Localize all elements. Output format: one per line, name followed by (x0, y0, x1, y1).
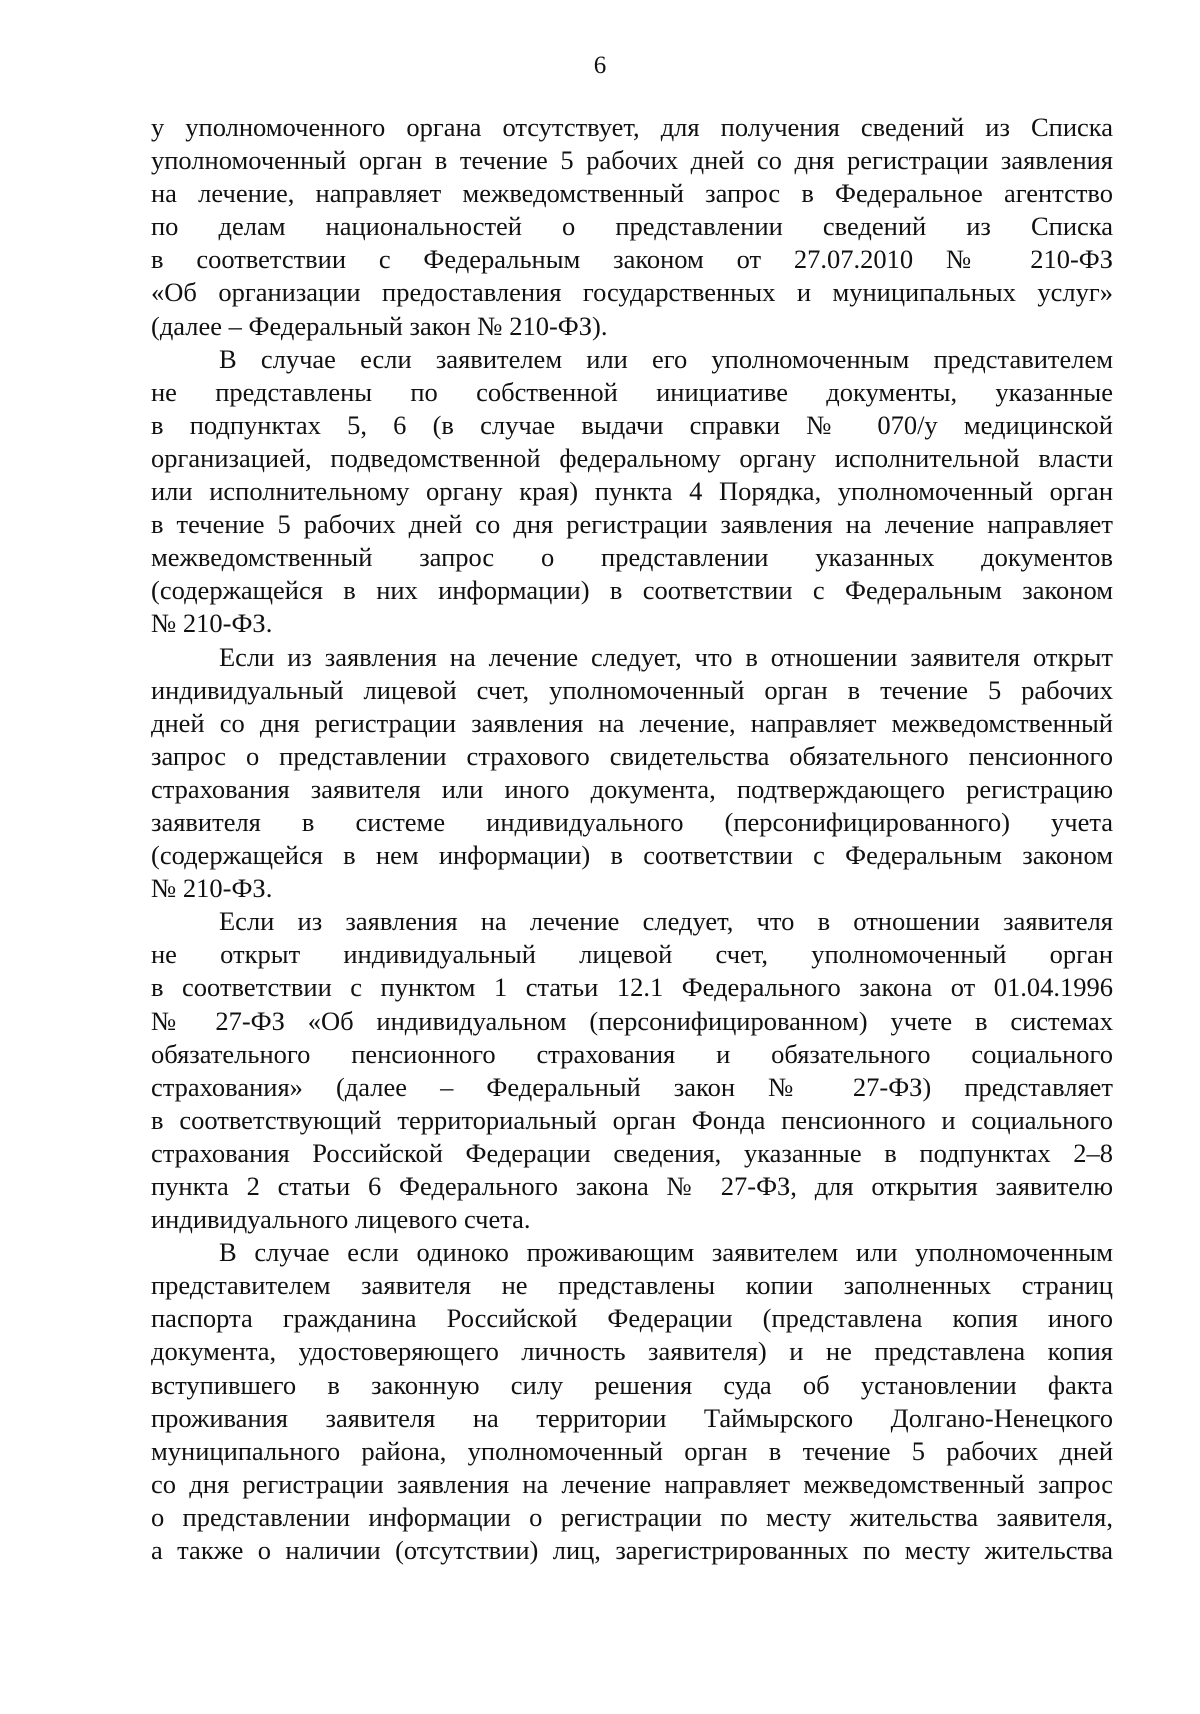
text-line: № 27-ФЗ «Об индивидуальном (персонифицированном) учете в системах (151, 1005, 1113, 1036)
paragraph (151, 641, 1113, 906)
text-line: не открыт индивидуальный лицевой счет, уполномоченный орган (151, 939, 1113, 970)
text-line: в подпунктах 5, 6 (в случае выдачи справки № 070/у медицинской (151, 409, 1113, 440)
text-line: в соответствии с Федеральным законом от 27.07.2010 № 210-ФЗ (151, 244, 1113, 275)
text-line: или исполнительному органу края) пункта 4 Порядка, уполномоченный орган (151, 476, 1113, 507)
text-line: у уполномоченного органа отсутствует, для получения сведений из Списка (151, 112, 1113, 142)
text-line: пункта 2 статьи 6 Федерального закона № 27-ФЗ, для открытия заявителю (151, 1171, 1113, 1201)
text-line: документа, удостоверяющего личность заявителя) и не представлена копия (151, 1336, 1113, 1367)
document-body (151, 111, 1113, 1567)
text-line: «Об организации предоставления государственных и муниципальных услуг» (151, 277, 1113, 308)
text-line: страхования Российской Федерации сведения, указанные в подпунктах 2–8 (151, 1137, 1113, 1168)
paragraph (151, 343, 1113, 641)
text-line: в соответствующий территориальный орган Фонда пенсионного и социального (151, 1104, 1113, 1135)
text-line: проживания заявителя на территории Таймырского Долгано-Ненецкого (151, 1402, 1113, 1433)
text-line: уполномоченный орган в течение 5 рабочих дней со дня регистрации заявления (151, 145, 1113, 176)
paragraph (151, 1236, 1113, 1567)
text-line: в течение 5 рабочих дней со дня регистрации заявления на лечение направляет (151, 509, 1113, 540)
text-line: вступившего в законную силу решения суда об установлении факта (151, 1369, 1113, 1400)
paragraph (151, 905, 1113, 1236)
text-line: муниципального района, уполномоченный орган в течение 5 рабочих дней (151, 1435, 1113, 1466)
text-line: обязательного пенсионного страхования и обязательного социального (151, 1038, 1113, 1069)
text-line: № 210-ФЗ. (151, 608, 273, 639)
text-line: Если из заявления на лечение следует, что в отношении заявителя открыт (219, 641, 1113, 672)
text-line: (далее – Федеральный закон № 210-ФЗ). (151, 310, 608, 341)
text-line: не представлены по собственной инициативе документы, указанные (151, 376, 1113, 407)
text-line: запрос о представлении страхового свидетельства обязательного пенсионного (151, 740, 1113, 771)
text-line: В случае если одиноко проживающим заявителем или уполномоченным (219, 1237, 1113, 1268)
text-line: со дня регистрации заявления на лечение направляет межведомственный запрос (151, 1468, 1113, 1499)
text-line: по делам национальностей о представлении сведений из Списка (151, 211, 1113, 242)
text-line: индивидуальный лицевой счет, уполномоченный орган в течение 5 рабочих (151, 674, 1113, 705)
text-line: организацией, подведомственной федеральному органу исполнительной власти (151, 442, 1113, 473)
text-line: представителем заявителя не представлены копии заполненных страниц (151, 1270, 1113, 1301)
page-number: 6 (593, 52, 607, 79)
text-line: В случае если заявителем или его уполномоченным представителем (219, 343, 1113, 374)
text-line: страхования» (далее – Федеральный закон № 27-ФЗ) представляет (151, 1071, 1113, 1102)
text-line: Если из заявления на лечение следует, что в отношении заявителя (219, 906, 1113, 937)
text-line: заявителя в системе индивидуального (персонифицированного) учета (151, 806, 1113, 837)
text-line: паспорта гражданина Российской Федерации (представлена копия иного (151, 1303, 1113, 1334)
text-line: страхования заявителя или иного документа, подтверждающего регистрацию (151, 773, 1113, 804)
text-line: (содержащейся в них информации) в соответствии с Федеральным законом (151, 575, 1113, 606)
text-line: (содержащейся в нем информации) в соответствии с Федеральным законом (151, 840, 1113, 871)
text-line: на лечение, направляет межведомственный запрос в Федеральное агентство (151, 178, 1113, 209)
paragraph (151, 111, 1113, 343)
text-line: дней со дня регистрации заявления на лечение, направляет межведомственный (151, 707, 1113, 738)
text-line: индивидуального лицевого счета. (151, 1204, 531, 1235)
text-line: № 210-ФЗ. (151, 873, 273, 904)
text-line: межведомственный запрос о представлении указанных документов (151, 542, 1113, 573)
text-line: а также о наличии (отсутствии) лиц, зарегистрированных по месту жительства (151, 1535, 1113, 1566)
text-line: о представлении информации о регистрации по месту жительства заявителя, (151, 1501, 1113, 1532)
text-line: в соответствии с пунктом 1 статьи 12.1 Федерального закона от 01.04.1996 (151, 972, 1113, 1003)
